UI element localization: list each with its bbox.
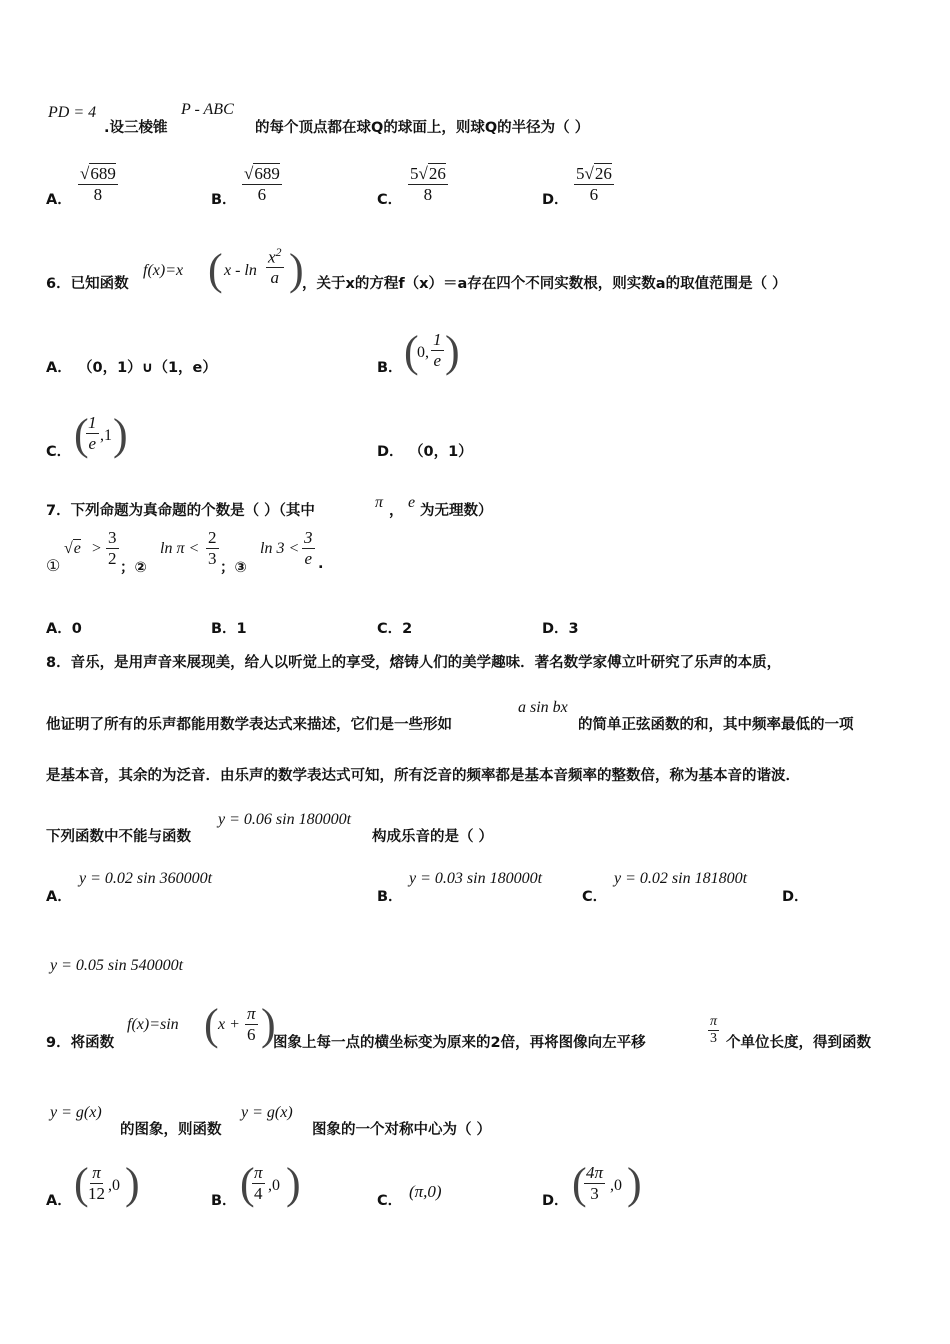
q7-frac-1: $\frac{3}{2}$: [108, 528, 117, 568]
q7-option-d: D．3: [542, 621, 579, 637]
q7-option-c: C．2: [377, 621, 413, 637]
q9-option-b-label: B．: [211, 1193, 237, 1209]
q6-option-c-post: ,1: [100, 427, 112, 444]
q9-lead: 9．将函数: [46, 1035, 115, 1051]
q9-line-2a: 的图象，则函数: [120, 1122, 222, 1138]
q6-option-c-label: C．: [46, 444, 72, 460]
q9-a-paren-right: ): [125, 1159, 140, 1208]
q8-line-4a: 下列函数中不能与函数: [46, 829, 191, 845]
q5-option-d-label: D．: [542, 192, 569, 208]
q9-a-paren-left: (: [74, 1159, 89, 1208]
q5-text: 的每个顶点都在球Q的球面上，则球Q的半径为（ ）: [255, 120, 590, 136]
q6-option-d: （0，1）: [409, 444, 473, 460]
q5-option-b-label: B．: [211, 192, 237, 208]
q9-option-d-zero: ,0: [610, 1177, 622, 1194]
q5-option-a-frac: $\frac{√689}{8}$: [80, 164, 116, 204]
q7-frac-2: $\frac{2}{3}$: [208, 528, 217, 568]
q9-func: f(x)=sin: [127, 1016, 179, 1033]
q9-gx-2: y = g(x): [241, 1104, 293, 1121]
q6-option-d-label: D．: [377, 444, 404, 460]
q8-option-b: y = 0.03 sin 180000t: [409, 870, 543, 887]
q7-lead: 7．下列命题为真命题的个数是（ ）（其中: [46, 503, 315, 519]
q7-gt: >: [92, 540, 102, 557]
q7-ln-pi: ln π <: [160, 540, 200, 557]
q6-option-b-frac: $\frac{1}{e}$: [433, 330, 442, 370]
q9-option-b-frac: $\frac{\pi}{4}$: [254, 1163, 263, 1203]
q9-option-a-zero: ,0: [108, 1177, 120, 1194]
pabc-expression: P - ABC: [181, 101, 234, 118]
q6-option-a: （0，1）∪（1，e）: [78, 360, 217, 376]
q8-option-c-label: C．: [582, 889, 608, 905]
q8-option-d-label: D．: [782, 889, 809, 905]
q8-option-a: y = 0.02 sin 360000t: [79, 870, 213, 887]
q8-func: y = 0.06 sin 180000t: [218, 811, 352, 828]
q7-option-b: B．1: [211, 621, 247, 637]
q8-line-1: 8．音乐，是用声音来展现美，给人以听觉上的享受，熔铸人们的美学趣味．著名数学家傅立叶研究了乐声的本质，: [46, 655, 782, 671]
q8-option-a-label: A．: [46, 889, 72, 905]
q7-tail: 为无理数）: [420, 503, 493, 519]
q6-lead: 6．已知函数: [46, 276, 129, 292]
q9-b-paren-left: (: [240, 1159, 255, 1208]
q6-inner-frac: $\frac{x^2}{a}$: [268, 245, 282, 288]
q7-sqrt-e: √e: [64, 540, 81, 557]
q7-e: e: [408, 494, 416, 511]
q6-text: ，关于x的方程f（x）＝a存在四个不同实数根，则实数a的取值范围是（ ）: [302, 276, 787, 292]
q6-option-b-pre: 0,: [417, 344, 429, 361]
q7-end: .: [318, 556, 324, 572]
q9-option-b-zero: ,0: [268, 1177, 280, 1194]
q9-inner: x +: [218, 1016, 240, 1033]
q6-func: f(x)=x: [143, 262, 184, 279]
q9-d-paren-left: (: [572, 1159, 587, 1208]
q5-option-c-label: C．: [377, 192, 403, 208]
q7-sep-2: ；②: [120, 560, 147, 576]
q6-b-paren-left: (: [404, 327, 419, 376]
q9-paren-right: ): [261, 1000, 276, 1049]
q9-inner-frac: $\frac{\pi}{6}$: [247, 1004, 256, 1044]
q5-lead: .设三棱锥: [104, 120, 168, 136]
q6-c-paren-right: ): [113, 410, 128, 459]
q9-gx: y = g(x): [50, 1104, 102, 1121]
q8-line-2a: 他证明了所有的乐声都能用数学表达式来描述，它们是一些形如: [46, 717, 452, 733]
q9-option-c-label: C．: [377, 1193, 403, 1209]
q8-asinbx: a sin bx: [518, 699, 568, 716]
q6-option-a-label: A．: [46, 360, 72, 376]
q5-option-c-frac: $\frac{5√26}{8}$: [410, 164, 446, 204]
q7-sep-3: ；③: [220, 560, 247, 576]
q7-circle-1: ①: [46, 558, 61, 575]
q9-line-2b: 图象的一个对称中心为（ ）: [312, 1122, 492, 1138]
q7-frac-3: $\frac{3}{e}$: [304, 528, 313, 568]
q9-shift-frac: $\frac{\pi}{3}$: [710, 1014, 718, 1047]
q9-mid: 图象上每一点的横坐标变为原来的2倍，再将图像向左平移: [273, 1035, 646, 1051]
q9-option-a-frac: $\frac{\pi}{12}$: [88, 1163, 105, 1203]
q9-tail: 个单位长度，得到函数: [726, 1035, 871, 1051]
q5-option-d-frac: $\frac{5√26}{6}$: [576, 164, 612, 204]
pd-expression: PD = 4: [48, 104, 97, 121]
q6-inner: x - ln: [224, 262, 257, 279]
q5-option-a-label: A．: [46, 192, 72, 208]
q6-option-c-frac: $\frac{1}{e}$: [88, 413, 97, 453]
q5-option-b-frac: $\frac{√689}{6}$: [244, 164, 280, 204]
q8-line-3: 是基本音，其余的为泛音．由乐声的数学表达式可知，所有泛音的频率都是基本音频率的整数倍，称为基本音的谐波．: [46, 768, 800, 784]
q7-comma: ，: [389, 503, 404, 519]
q8-line-4b: 构成乐音的是（ ）: [372, 829, 494, 845]
q9-d-paren-right: ): [627, 1159, 642, 1208]
q8-option-c: y = 0.02 sin 181800t: [614, 870, 748, 887]
q6-paren-left: (: [208, 245, 223, 294]
q9-option-d-frac: $\frac{4\pi}{3}$: [586, 1163, 604, 1203]
q9-b-paren-right: ): [286, 1159, 301, 1208]
q9-option-d-label: D．: [542, 1193, 569, 1209]
q7-option-a: A．0: [46, 621, 82, 637]
q9-option-a-label: A．: [46, 1193, 72, 1209]
q7-pi: π: [375, 494, 384, 511]
q8-option-d: y = 0.05 sin 540000t: [50, 957, 184, 974]
q6-b-paren-right: ): [445, 327, 460, 376]
q7-ln-3: ln 3 <: [260, 540, 300, 557]
q6-option-b-label: B．: [377, 360, 403, 376]
q6-c-paren-left: (: [74, 410, 89, 459]
q6-paren-right: ): [289, 245, 304, 294]
q9-paren-left: (: [204, 1000, 219, 1049]
q8-line-2b: 的简单正弦函数的和，其中频率最低的一项: [578, 717, 854, 733]
q8-option-b-label: B．: [377, 889, 403, 905]
q9-option-c: (π,0): [409, 1182, 442, 1201]
